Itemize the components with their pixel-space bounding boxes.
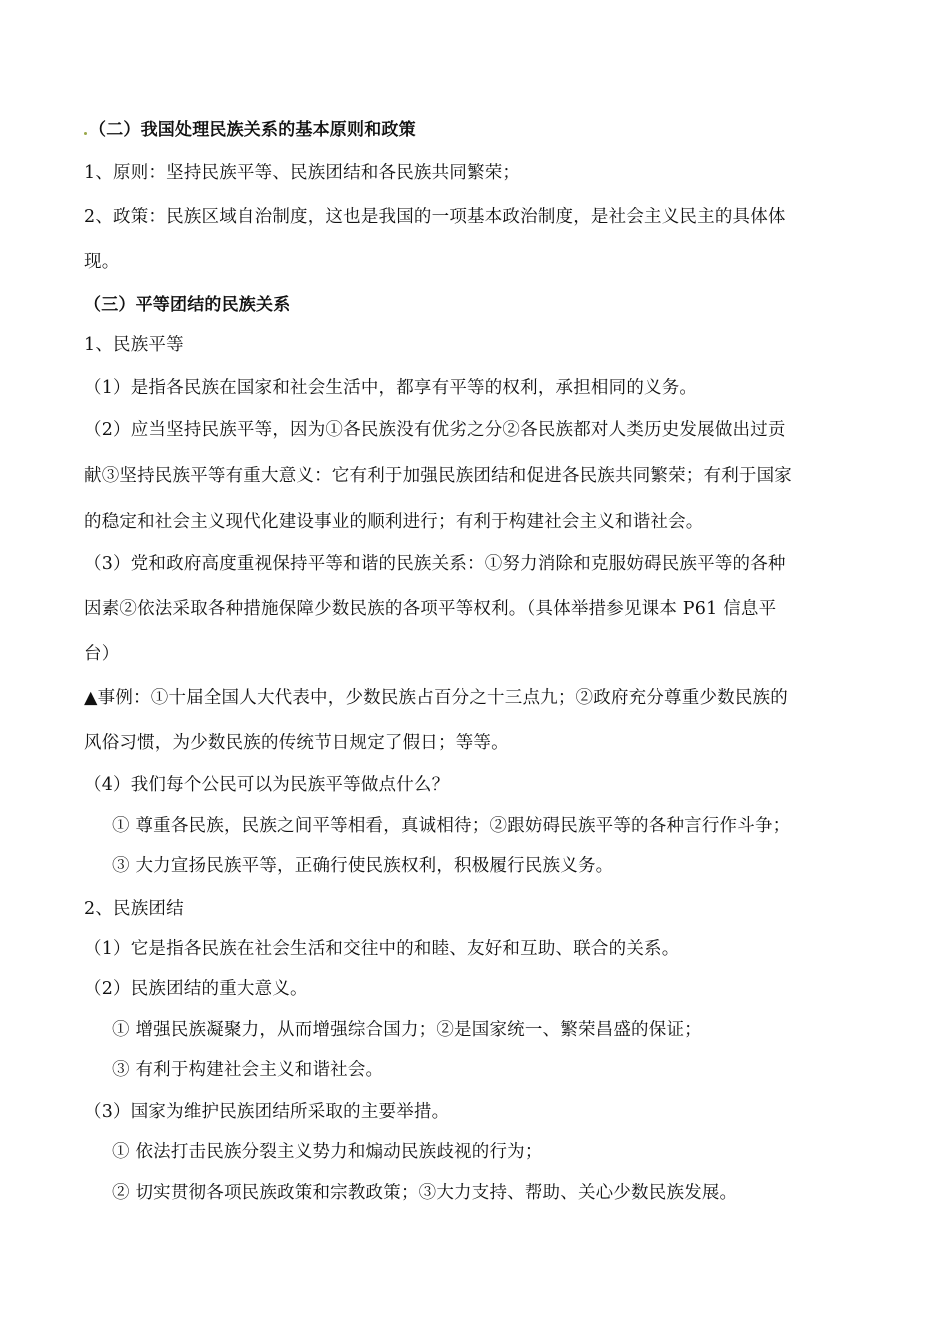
- unity-item-3: （3）国家为维护民族团结所采取的主要举措。: [84, 1102, 450, 1122]
- section-heading-2: （二）我国处理民族关系的基本原则和政策: [84, 118, 416, 142]
- example-line-cont: 风俗习惯，为少数民族的传统节日规定了假日；等等。: [84, 733, 509, 753]
- equality-item-4-point-2: ③ 大力宣扬民族平等，正确行使民族权利，积极履行民族义务。: [112, 856, 614, 876]
- equality-item-2-cont-2: 的稳定和社会主义现代化建设事业的顺利进行；有利于构建社会主义和谐社会。: [84, 512, 704, 532]
- unity-item-2-point-1: ① 增强民族凝聚力，从而增强综合国力；②是国家统一、繁荣昌盛的保证；: [112, 1020, 702, 1040]
- principle-line: 1、原则：坚持民族平等、民族团结和各民族共同繁荣；: [84, 163, 521, 183]
- policy-line: 2、政策：民族区域自治制度，这也是我国的一项基本政治制度，是社会主义民主的具体体: [84, 207, 786, 227]
- equality-item-3-cont-2: 台）: [84, 644, 120, 664]
- equality-item-2-cont-1: 献③坚持民族平等有重大意义：它有利于加强民族团结和促进各民族共同繁荣；有利于国家: [84, 466, 792, 486]
- subheading-equality: 1、民族平等: [84, 335, 184, 355]
- unity-item-1: （1）它是指各民族在社会生活和交往中的和睦、友好和互助、联合的关系。: [84, 939, 680, 959]
- unity-item-2: （2）民族团结的重大意义。: [84, 979, 308, 999]
- marker-dot: [84, 132, 87, 135]
- equality-item-1: （1）是指各民族在国家和社会生活中，都享有平等的权利，承担相同的义务。: [84, 378, 698, 398]
- unity-item-2-point-2: ③ 有利于构建社会主义和谐社会。: [112, 1060, 384, 1080]
- example-line: ▲事例：①十届全国人大代表中，少数民族占百分之十三点九；②政府充分尊重少数民族的: [84, 688, 788, 708]
- equality-item-2: （2）应当坚持民族平等，因为①各民族没有优劣之分②各民族都对人类历史发展做出过贡: [84, 420, 786, 440]
- equality-item-4-point-1: ① 尊重各民族，民族之间平等相看，真诚相待；②跟妨碍民族平等的各种言行作斗争；: [112, 816, 791, 836]
- document-page: [84, 0, 874, 1342]
- equality-item-3: （3）党和政府高度重视保持平等和谐的民族关系：①努力消除和克服妨碍民族平等的各种: [84, 554, 786, 574]
- section-heading-3: （三）平等团结的民族关系: [84, 295, 291, 315]
- equality-item-4: （4）我们每个公民可以为民族平等做点什么？: [84, 775, 450, 795]
- subheading-unity: 2、民族团结: [84, 899, 184, 919]
- unity-item-3-point-2: ② 切实贯彻各项民族政策和宗教政策；③大力支持、帮助、关心少数民族发展。: [112, 1183, 738, 1203]
- equality-item-3-cont-1: 因素②依法采取各种措施保障少数民族的各项平等权利。（具体举措参见课本 P61 信息平: [84, 599, 777, 619]
- unity-item-3-point-1: ① 依法打击民族分裂主义势力和煽动民族歧视的行为；: [112, 1142, 543, 1162]
- policy-line-cont: 现。: [84, 252, 120, 272]
